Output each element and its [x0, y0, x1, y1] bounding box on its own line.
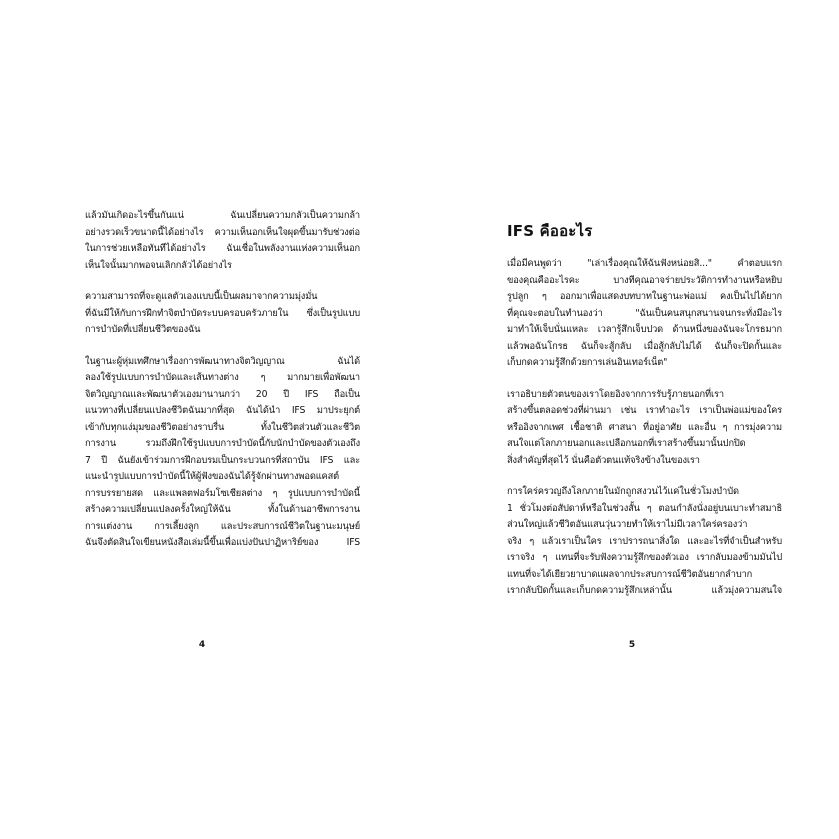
text-line: มาทำให้เจ็บนั่นแหละ เวลารู้สึกเจ็บปวด ด้านหนึ่งของฉันจะโกรธมาก: [507, 324, 782, 335]
text-line: สร้างความเปลี่ยนแปลงครั้งใหญ่ให้ฉัน ทั้งในด้านอาชีพการงาน: [85, 504, 360, 515]
text-line: การใคร่ครวญถึงโลกภายในมักถูกสงวนไว้แค่ในชั่วโมงบำบัด: [507, 486, 739, 497]
text-line: 1 ชั่วโมงต่อสัปดาห์หรือในช่วงสั้น ๆ ตอนกำลังนั่งอยู่บนเบาะทำสมาธิ: [507, 502, 782, 514]
text-line: การงาน รวมถึงฝึกใช้รูปแบบการบำบัดนี้กับนักบำบัดของตัวเองถึง: [85, 438, 360, 449]
text-line: ฉันจึงตัดสินใจเขียนหนังสือเล่มนี้ขึ้นเพื่อแบ่งปันปาฏิหาริย์ของ IFS: [85, 537, 360, 548]
text-line: จริง ๆ แล้วเราเป็นใคร เราปรารถนาสิ่งใด และอะไรที่จำเป็นสำหรับ: [507, 535, 782, 547]
text-line: แนวทางที่เปลี่ยนแปลงชีวิตฉันมากที่สุด ฉันได้นำ IFS มาประยุกต์: [85, 405, 360, 416]
text-line: แนะนำรูปแบบการบำบัดนี้ให้ผู้ฟังของฉันได้รู้จักผ่านทางพอดแคสต์: [85, 471, 340, 482]
text-line: การบรรยายสด และแพลตฟอร์มโซเชียลต่าง ๆ รูปแบบการบำบัดนี้: [85, 487, 360, 499]
text-line: ในฐานะผู้หุ่มเทศึกษาเรื่องการพัฒนาทางจิตวิญญาณ ฉันได้: [85, 355, 360, 367]
text-line: ที่ฉันมีให้กับการฝึกทำจิตบำบัดระบบครอบครัวภายใน ซึ่งเป็นรูปแบบ: [85, 307, 360, 319]
text-line: เราจริง ๆ แทนที่จะรับฟังความรู้สึกของตัวเอง เรากลับมองข้ามมันไป: [507, 552, 782, 563]
text-line: ที่คุณจะตอบในทำนองว่า "ฉันเป็นคนสนุกสนานจนกระทั่งมีอะไร: [507, 307, 782, 319]
text-line: การบำบัดที่เปลี่ยนชีวิตของฉัน: [85, 324, 201, 335]
text-line: เข้ากับทุกแง่มุมของชีวิตอย่างราบรื่น ทั้งในชีวิตส่วนตัวและชีวิต: [85, 421, 360, 433]
text-line: ความสามารถที่จะดูแลตัวเองแบบนี้เป็นผลมาจากความมุ่งมั่น: [85, 291, 318, 302]
text-line: เรากลับปิดกั้นและเก็บกดความรู้สึกเหล่านั้น แล้วมุ่งความสนใจ: [507, 585, 782, 596]
paragraph: [85, 289, 360, 339]
text-line: การแต่งงาน การเลี้ยงลูก และประสบการณ์ชีวิตในฐานะมนุษย์: [85, 520, 360, 532]
paragraph: [85, 208, 360, 274]
text-line: ลองใช้รูปแบบการบำบัดและเส้นทางต่าง ๆ มากมายเพื่อพัฒนา: [85, 372, 360, 383]
left-page-body: [85, 208, 360, 567]
text-line: จิตวิญญาณและพัฒนาตัวเองมานานกว่า 20 ปี IFS ถือเป็น: [85, 388, 360, 400]
section-title: IFS คืออะไร: [507, 222, 593, 240]
text-line: สร้างขึ้นตลอดช่วงที่ผ่านมา เช่น เราทำอะไร เราเป็นพ่อแม่ของใคร: [507, 405, 782, 416]
text-line: เห็นใจนั้นมากพอจนเลิกกลัวได้อย่างไร: [85, 259, 232, 271]
text-line: แล้วมันเกิดอะไรขึ้นกันแน่ ฉันเปลี่ยนความกลัวเป็นความกล้า: [85, 210, 360, 221]
right-page-body: [507, 219, 782, 615]
text-line: สิ่งสำคัญที่สุดไว้ นั่นคือตัวตนแท้จริงข้างในของเรา: [507, 454, 700, 466]
text-line: เราอธิบายตัวตนของเราโดยอิงจากการรับรู้ภายนอกที่เรา: [507, 388, 724, 400]
text-line: สนใจแต่โลกภายนอกและเปลือกนอกที่เราสร้างขึ้นมานั้นปกปิด: [507, 438, 746, 449]
text-line: ในการช่วยเหลือทันทีได้อย่างไร ฉันเชื่อในพลังงานแห่งความเห็นอก: [85, 243, 360, 254]
page-number: 5: [628, 640, 636, 650]
text-line: อย่างรวดเร็วขนาดนี้ได้อย่างไร ความเห็นอกเห็นใจผุดขึ้นมารับช่วงต่อ: [85, 226, 360, 238]
page-number: 4: [198, 640, 206, 650]
text-line: ของคุณคืออะไรคะ บางทีคุณอาจร่ายประวัติการทำงานหรือหยิบ: [507, 274, 782, 286]
paragraph: [507, 387, 782, 470]
right-page: [420, 0, 839, 839]
paragraph: [85, 354, 360, 552]
text-line: 7 ปี ฉันยังเข้าร่วมการฝึกอบรมเป็นกระบวนกรที่สถาบัน IFS และ: [85, 454, 360, 466]
paragraph: [507, 256, 782, 372]
text-line: หรืออิงจากเพศ เชื้อชาติ ศาสนา ที่อยู่อาศัย และอื่น ๆ การมุ่งความ: [507, 421, 782, 433]
text-line: เก็บกดความรู้สึกด้วยการเล่นอินเทอร์เน็ต": [507, 357, 668, 368]
paragraph: [507, 484, 782, 600]
text-line: แล้วพอฉันโกรธ ฉันก็จะสู้กลับ เมื่อสู้กลับไม่ได้ ฉันก็จะปิดกั้นและ: [507, 340, 782, 352]
text-line: รูปลูก ๆ ออกมาเพื่อแสดงบทบาทในฐานะพ่อแม่ คงเป็นไปได้ยาก: [507, 291, 782, 302]
text-line: แทนที่จะได้เยียวยาบาดแผลจากประสบการณ์ชีวิตอันยากลำบาก: [507, 568, 753, 580]
text-line: เมื่อมีคนพูดว่า "เล่าเรื่องคุณให้ฉันฟังหน่อยสิ..." คำตอบแรก: [507, 258, 782, 269]
left-page: [0, 0, 419, 839]
text-line: ส่วนใหญ่แล้วชีวิตอันแสนวุ่นวายทำให้เราไม่มีเวลาใคร่ครองว่า: [507, 519, 748, 530]
